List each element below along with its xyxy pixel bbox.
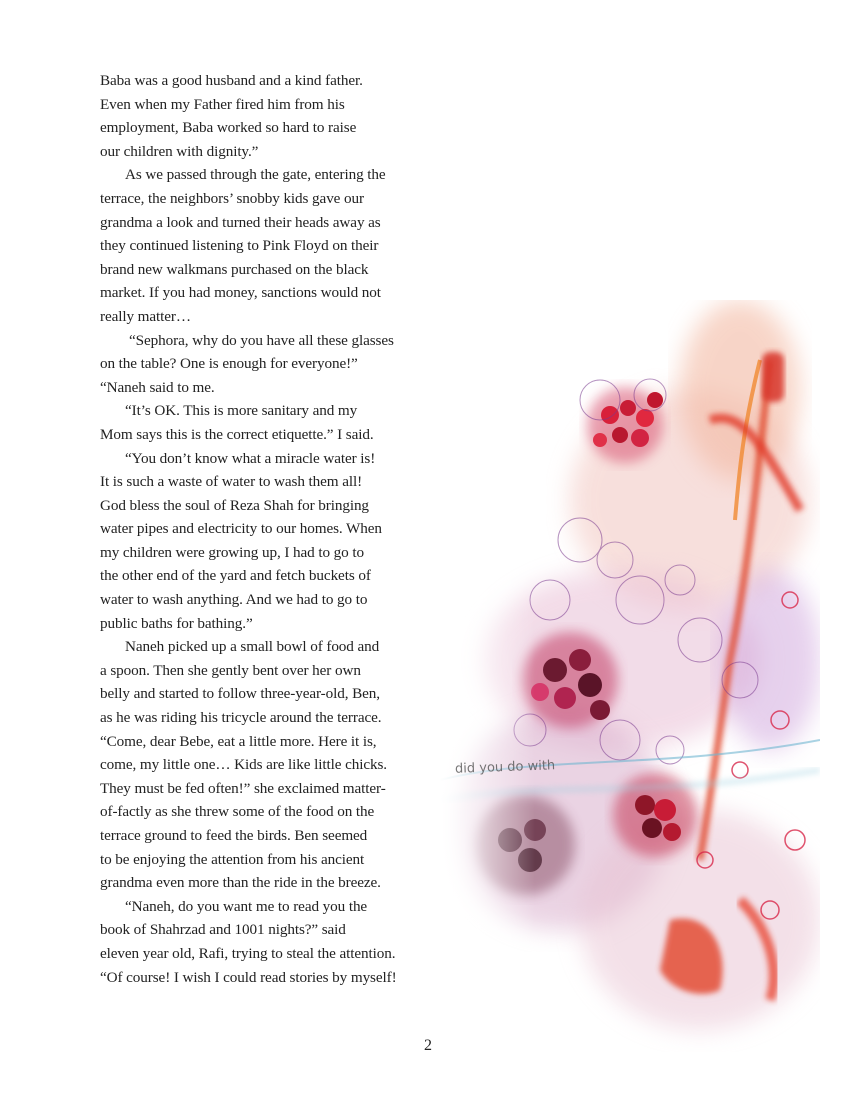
text-line: market. If you had money, sanctions would not (100, 284, 381, 302)
page-number: 2 (424, 1037, 432, 1054)
text-line: my children were growing up, I had to go to (100, 543, 364, 561)
text-line: “Sephora, why do you have all these glasses (129, 331, 394, 349)
illustration-text-fragment: did you do with (454, 758, 556, 777)
text-line: “Of course! I wish I could read stories by myself! (100, 968, 397, 986)
text-line: belly and started to follow three-year-old, Ben, (100, 685, 380, 703)
text-line: They must be fed often!” she exclaimed matter- (100, 779, 386, 797)
text-line: grandma a look and turned their heads away as (100, 213, 381, 231)
body-text (100, 69, 440, 989)
text-line: they continued listening to Pink Floyd on their (100, 237, 379, 255)
text-line: as he was riding his tricycle around the terrace. (100, 709, 382, 727)
text-line: water to wash anything. And we had to go to (100, 591, 368, 609)
text-line: “Come, dear Bebe, eat a little more. Here it is, (100, 732, 377, 750)
text-line: terrace, the neighbors’ snobby kids gave our (100, 189, 364, 207)
text-line: terrace ground to feed the birds. Ben seemed (100, 827, 368, 844)
text-line: brand new walkmans purchased on the black (100, 260, 369, 278)
text-line: It is such a waste of water to wash them all! (100, 473, 363, 491)
watercolor-illustration (440, 300, 820, 1070)
text-line: Mom says this is the correct etiquette.” I said. (100, 425, 374, 443)
text-line: grandma even more than the ride in the breeze. (100, 874, 381, 892)
text-line: “You don’t know what a miracle water is! (125, 449, 376, 467)
text-line: water pipes and electricity to our homes. When (100, 520, 382, 538)
text-line: “Naneh said to me. (100, 378, 215, 396)
text-line: come, my little one… Kids are like little chicks. (100, 756, 387, 774)
text-line: a spoon. Then she gently bent over her own (100, 661, 361, 679)
text-line: Even when my Father fired him from his (100, 95, 345, 113)
text-line: to be enjoying the attention from his ancient (100, 850, 365, 868)
text-line: Baba was a good husband and a kind father. (100, 72, 363, 89)
text-line: “It’s OK. This is more sanitary and my (125, 402, 358, 420)
text-line: Naneh picked up a small bowl of food and (125, 638, 380, 656)
text-line: As we passed through the gate, entering the (125, 166, 386, 184)
text-line: employment, Baba worked so hard to raise (100, 119, 357, 137)
text-line: really matter… (100, 307, 191, 325)
text-line: our children with dignity.” (100, 142, 259, 160)
text-line: eleven year old, Rafi, trying to steal the attention. (100, 944, 396, 962)
text-line: on the table? One is enough for everyone!” (100, 355, 358, 373)
text-line: of-factly as she threw some of the food on the (100, 803, 375, 821)
text-line: “Naneh, do you want me to read you the (125, 897, 368, 915)
text-line: public baths for bathing.” (100, 614, 253, 632)
text-line: the other end of the yard and fetch buckets of (100, 567, 371, 585)
text-line: God bless the soul of Reza Shah for bringing (100, 496, 369, 514)
text-line: book of Shahrzad and 1001 nights?” said (100, 921, 346, 939)
